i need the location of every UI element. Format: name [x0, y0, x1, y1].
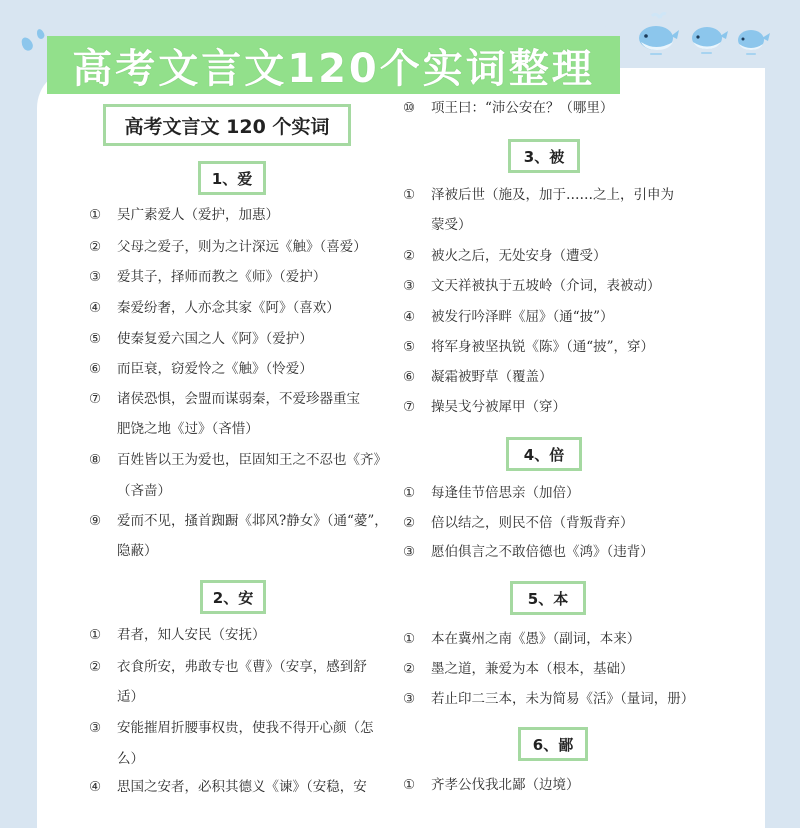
list-item: ⑤ 将军身被坚执锐《陈》（通“披”，穿） — [403, 339, 655, 355]
list-item: ③ 爱其子，择师而教之《师》（爱护） — [89, 269, 327, 285]
list-item-continuation: 蒙受） — [431, 217, 472, 233]
list-item: ② 被火之后，无处安身（遭受） — [403, 248, 607, 264]
list-item: ③ 文天祥被执于五坡岭（介词，表被动） — [403, 278, 661, 294]
list-item-continuation: 肥饶之地《过》（吝惜） — [117, 421, 259, 437]
section-heading-bei: 3、被 — [508, 139, 580, 173]
list-item: ① 每逢佳节倍思亲（加倍） — [403, 485, 580, 501]
list-item: ② 倍以结之，则民不倍（背叛背弃） — [403, 515, 634, 531]
whale-icon — [688, 18, 732, 58]
document-title: 高考文言文 120 个实词 — [103, 104, 351, 146]
section-heading-an: 2、安 — [200, 580, 266, 614]
water-droplet-icon — [19, 35, 35, 52]
water-droplet-icon — [36, 28, 46, 40]
list-item: ④ 被发行吟泽畔《屈》（通“披”） — [403, 309, 614, 325]
banner-title: 高考文言文120个实词整理 — [72, 45, 595, 92]
list-item: ① 本在冀州之南《愚》（副词，本来） — [403, 631, 641, 647]
list-item: ⑨ 爱而不见，搔首踟蹰《邶风?静女》（通“薆”， — [89, 513, 388, 529]
section-heading-bi: 6、鄙 — [518, 727, 588, 761]
list-item: ① 泽被后世（施及，加于……之上，引申为 — [403, 187, 674, 203]
list-item: ④ 秦爱纷奢，人亦念其家《阿》（喜欢） — [89, 300, 340, 316]
section-heading-ben: 5、本 — [510, 581, 586, 615]
list-item: ⑥ 凝霜被野草（覆盖） — [403, 369, 553, 385]
list-item: ② 衣食所安，弗敢专也《曹》（安享，感到舒 — [89, 659, 367, 675]
list-item: ⑦ 诸侯恐惧，会盟而谋弱秦，不爱珍器重宝 — [89, 391, 360, 407]
list-item: ⑩ 项王曰：“沛公安在？（哪里） — [403, 100, 614, 116]
list-item-continuation: （吝啬） — [117, 483, 171, 499]
list-item: ⑦ 操吴戈兮被犀甲（穿） — [403, 399, 566, 415]
list-item: ① 齐孝公伐我北鄙（边境） — [403, 777, 580, 793]
list-item-continuation: 么） — [117, 751, 144, 767]
title-banner — [47, 36, 620, 94]
list-item: ④ 思国之安者，必积其德义《谏》（安稳，安 — [89, 779, 367, 795]
list-item-continuation: 适） — [117, 689, 144, 705]
section-heading-ai: 1、爱 — [198, 161, 266, 195]
whale-decoration — [636, 12, 776, 60]
list-item: ⑧ 百姓皆以王为爱也，臣固知王之不忍也《齐》 — [89, 452, 387, 468]
whale-icon — [636, 12, 686, 60]
list-item: ① 吴广素爱人（爱护，加惠） — [89, 207, 279, 223]
list-item: ② 墨之道，兼爱为本（根本，基础） — [403, 661, 634, 677]
list-item: ③ 愿伯俱言之不敢倍德也《鸿》（违背） — [403, 544, 654, 560]
section-heading-bei4: 4、倍 — [506, 437, 582, 471]
list-item: ③ 安能摧眉折腰事权贵，使我不得开心颜（怎 — [89, 720, 374, 736]
whale-icon — [734, 22, 774, 58]
list-item: ⑤ 使秦复爱六国之人《阿》（爱护） — [89, 331, 313, 347]
list-item-continuation: 隐蔽） — [117, 543, 158, 559]
list-item: ② 父母之爱子，则为之计深远《触》（喜爱） — [89, 239, 367, 255]
list-item: ① 君者，知人安民（安抚） — [89, 627, 266, 643]
list-item: ⑥ 而臣衰，窃爱怜之《触》（怜爱） — [89, 361, 313, 377]
list-item: ③ 若止印二三本，未为简易《活》（量词，册） — [403, 691, 695, 707]
